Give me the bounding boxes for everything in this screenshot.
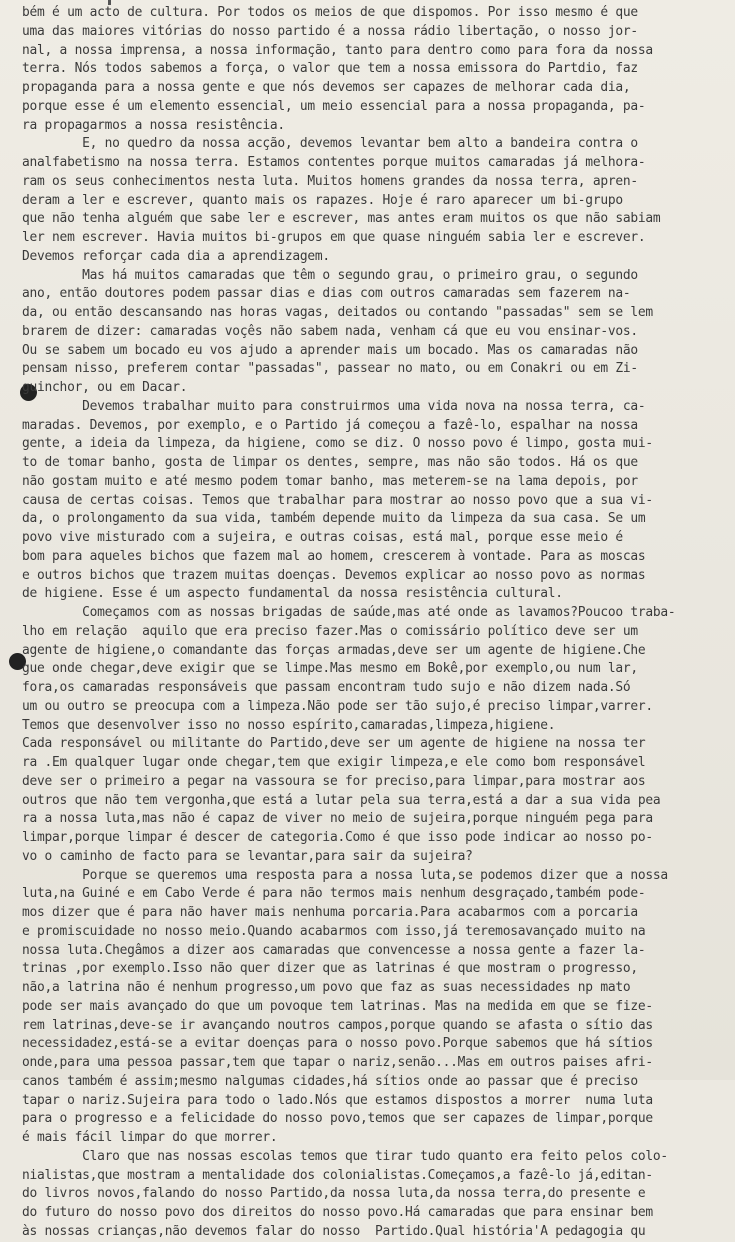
text-line: guinchor, ou em Dacar.: [22, 380, 188, 395]
text-line: para o progresso e a felicidade do nosso povo,temos que ser capazes de limpar,porque: [22, 1111, 653, 1127]
text-line: gente, a ideia da limpeza, da higiene, como se diz. O nosso povo é limpo, gosta mui-: [22, 436, 653, 452]
text-line: rem latrinas,deve-se ir avançando noutros campos,porque quando se afasta o sítio das: [22, 1017, 653, 1033]
text-line: deve ser o primeiro a pegar na vassoura se for preciso,para limpar,para mostrar aos: [22, 773, 646, 789]
text-line: bom para aqueles bichos que fazem mal ao homem, crescerem à vontade. Para as moscas: [22, 548, 646, 564]
text-line: não,a latrina não é nenhum progresso,um povo que faz as suas necessidades np mato: [22, 980, 631, 995]
text-line: bém é um acto de cultura. Por todos os meios de que dispomos. Por isso mesmo é que: [22, 5, 638, 20]
text-line: ler nem escrever. Havia muitos bi-grupos em que quase ninguém sabia ler e escrever.: [22, 230, 646, 245]
text-line: e promiscuidade no nosso meio.Quando acabarmos com isso,já teremosavançado muito na: [22, 923, 646, 939]
text-line: mos dizer que é para não haver mais nenhuma porcaria.Para acabarmos com a porcaria: [22, 905, 638, 920]
text-line: Mas há muitos camaradas que têm o segundo grau, o primeiro grau, o segundo: [22, 267, 638, 283]
text-line: é mais fácil limpar do que morrer.: [22, 1130, 278, 1145]
text-line: maradas. Devemos, por exemplo, e o Partido já começou a fazê-lo, espalhar na nossa: [22, 417, 638, 433]
text-line: agente de higiene,o comandante das forças armadas,deve ser um agente de higiene.Che: [22, 642, 646, 658]
text-line: do futuro do nosso povo dos direitos do nosso povo.Há camaradas que para ensinar bem: [22, 1205, 653, 1220]
text-line: canos também é assim;mesmo nalgumas cidades,há sítios onde ao passar que é preciso: [22, 1073, 638, 1089]
text-line: que não tenha alguém que sabe ler e escrever, mas antes eram muitos os que não sabiam: [22, 211, 661, 227]
text-line: trinas ,por exemplo.Isso não quer dizer que as latrinas é que mostram o progresso,: [22, 961, 638, 977]
text-line: tapar o nariz.Sujeira para todo o lado.Nós que estamos dispostos a morrer numa luta: [22, 1092, 653, 1108]
text-line: to de tomar banho, gosta de limpar os dentes, sempre, mas não são todos. Há os que: [22, 455, 638, 470]
text-line: propaganda para a nossa gente e que nós devemos ser capazes de melhorar cada dia,: [22, 80, 631, 95]
text-line: outros que não tem vergonha,que está a lutar pela sua terra,está a dar a sua vida pea: [22, 792, 661, 808]
text-line: Cada responsável ou militante do Partido,deve ser um agente de higiene na nossa ter: [22, 736, 646, 752]
text-line: um ou outro se preocupa com a limpeza.Não pode ser tão sujo,é preciso limpar,varrer.: [22, 698, 653, 714]
text-line: terra. Nós todos sabemos a força, o valor que tem a nossa emissora do Partdio, faz: [22, 61, 638, 77]
text-line: nossa luta.Chegâmos a dizer aos camaradas que convencesse a nossa gente a fazer la-: [22, 942, 646, 958]
typewritten-text: [22, 4, 712, 1242]
text-line: ra propagarmos a nossa resistência.: [22, 117, 285, 133]
text-line: fora,os camaradas responsáveis que passam encontram tudo sujo e não dizem nada.Só: [22, 680, 631, 695]
text-line: Começamos com as nossas brigadas de saúde,mas até onde as lavamos?Poucoo traba-: [22, 605, 676, 620]
text-line: uma das maiores vitórias do nosso partido é a nossa rádio libertação, o nosso jor-: [22, 23, 638, 39]
text-line: Claro que nas nossas escolas temos que tirar tudo quanto era feito pelos colo-: [22, 1148, 668, 1164]
text-line: às nossas crianças,não devemos falar do nosso Partido.Qual história'A pedagogia qu: [22, 1223, 646, 1239]
text-line: Devemos reforçar cada dia a aprendizagem.: [22, 248, 330, 264]
text-line: nal, a nossa imprensa, a nossa informação, tanto para dentro como para fora da nossa: [22, 42, 653, 58]
text-line: Temos que desenvolver isso no nosso espírito,camaradas,limpeza,higiene.: [22, 717, 556, 733]
text-line: brarem de dizer: camaradas voçês não sabem nada, venham cá que eu vou ensinar-vos.: [22, 323, 638, 339]
text-line: Devemos trabalhar muito para construirmos uma vida nova na nossa terra, ca-: [22, 398, 646, 414]
text-line: pensam nisso, preferem contar "passadas", passear no mato, ou em Conakri ou em Zi-: [22, 361, 638, 377]
text-line: analfabetismo na nossa terra. Estamos contentes porque muitos camaradas já melhora-: [22, 155, 646, 170]
text-line: Porque se queremos uma resposta para a nossa luta,se podemos dizer que a nossa: [22, 867, 668, 883]
text-line: deram a ler e escrever, quanto mais os rapazes. Hoje é raro aparecer um bi-grupo: [22, 192, 623, 208]
text-line: ra a nossa luta,mas não é capaz de viver no meio de sujeira,porque ninguém pega para: [22, 811, 653, 827]
text-line: nialistas,que mostram a mentalidade dos colonialistas.Começamos,a fazê-lo já,editan-: [22, 1167, 653, 1183]
text-line: de higiene. Esse é um aspecto fundamental da nossa resistência cultural.: [22, 586, 563, 602]
text-line: luta,na Guiné e em Cabo Verde é para não termos mais nenhum desgraçado,também pode-: [22, 886, 646, 902]
text-line: necessidadez,está-se a evitar doenças para o nosso povo.Porque sabemos que há sítios: [22, 1036, 653, 1052]
text-line: da, ou então descansando nas horas vagas, deitados ou contando "passadas" sem se lem: [22, 305, 653, 320]
text-line: do livros novos,falando do nosso Partido,da nossa luta,da nossa terra,do presente e: [22, 1186, 646, 1202]
text-line: porque esse é um elemento essencial, um meio essencial para a nossa propaganda, pa-: [22, 98, 646, 114]
text-line: ra .Em qualquer lugar onde chegar,tem que exigir limpeza,e ele como bom responsável: [22, 755, 646, 770]
text-line: da, o prolongamento da sua vida, também depende muito da limpeza da sua casa. Se um: [22, 511, 646, 527]
text-line: ano, então doutores podem passar dias e dias com outros camaradas sem fazerem na-: [22, 286, 631, 302]
text-line: não gostam muito e até mesmo podem tomar banho, mas meterem-se na lama depois, por: [22, 473, 638, 489]
text-line: gue onde chegar,deve exigir que se limpe.Mas mesmo em Bokê,por exemplo,ou num lar,: [22, 661, 638, 677]
text-line: lho em relação aquilo que era preciso fazer.Mas o comissário político deve ser um: [22, 623, 638, 639]
text-line: E, no quedro da nossa acção, devemos levantar bem alto a bandeira contra o: [22, 136, 638, 152]
text-line: ram os seus conhecimentos nesta luta. Muitos homens grandes da nossa terra, apren-: [22, 173, 638, 189]
text-line: pode ser mais avançado do que um povoque tem latrinas. Mas na medida em que se fize-: [22, 998, 653, 1014]
text-line: e outros bichos que trazem muitas doenças. Devemos explicar ao nosso povo as normas: [22, 567, 646, 583]
text-line: limpar,porque limpar é descer de categoria.Como é que isso pode indicar ao nosso po-: [22, 830, 653, 845]
text-line: vo o caminho de facto para se levantar,para sair da sujeira?: [22, 848, 473, 864]
text-line: Ou se sabem um bocado eu vos ajudo a aprender mais um bocado. Mas os camaradas não: [22, 342, 638, 358]
text-line: povo vive misturado com a sujeira, e outras coisas, está mal, porque esse meio é: [22, 530, 623, 545]
text-line: onde,para uma pessoa passar,tem que tapar o nariz,senão...Mas em outros paises afri-: [22, 1055, 653, 1070]
text-line: causa de certas coisas. Temos que trabalhar para mostrar ao nosso povo que a sua vi-: [22, 492, 653, 508]
